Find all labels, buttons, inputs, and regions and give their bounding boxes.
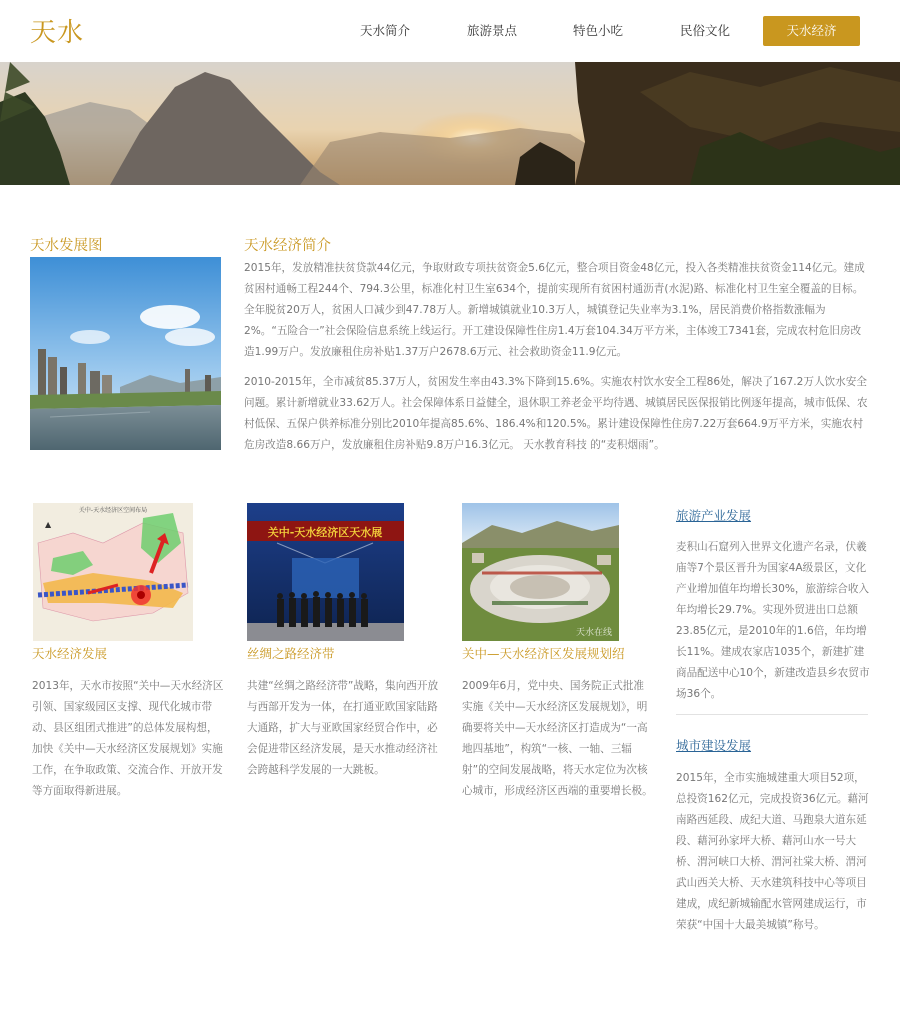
sunset-mountain-image — [0, 62, 900, 185]
card-text-silk-road: 共建“丝绸之路经济带”战略，集向西开放与西部开发为一体，在打通亚欧国家陆路大通路，扩大与亚欧国家经贸合作中，必会促进带区经济发展，是天水推动经济社会跨越科学发展的一大跳板。 — [247, 680, 439, 776]
city-river-photo — [30, 257, 221, 450]
plaza-aerial-photo — [462, 503, 619, 641]
map-title: 关中-天水经济区空间布局 — [78, 507, 148, 514]
svg-text:▲: ▲ — [45, 520, 52, 529]
hero-banner — [0, 62, 900, 185]
nav-item-scenic-spots[interactable]: 旅游景点 — [466, 23, 517, 38]
sidebar-text-tourism-development: 麦积山石窟列入世界文化遗产名录，伏羲庙等7个景区晋升为国家4A级景区，文化产业增加值年均增长30%，旅游综合收入年均增长29.7%。实现外贸进出口总额23.85亿元，是2010年的1.6倍，年均增长11%。建成农家店1035个，新建扩建商品配送中心10个，新建改造县乡农贸市场36个。 — [676, 541, 870, 700]
nav-item-folk-culture[interactable]: 民俗文化 — [679, 23, 730, 38]
expo-banner-text: 关中-天水经济区天水展 — [267, 526, 383, 539]
sidebar-text-urban-construction: 2015年，全市实施城建重大项目52项，总投资162亿元，完成投资36亿元。藉河南路西延段、成纪大道、马跑泉大道东延段、藉河孙家坪大桥、藉河山水一号大桥、渭河峡口大桥、渭河社棠大桥、渭河武山西关大桥、天水建筑科技中心等项目建成，成纪新城输配水管网建成运行，市荣获“中国十大最美城镇”称号。 — [676, 772, 869, 931]
economic-zone-map-image — [33, 503, 193, 641]
economy-intro-title: 天水经济简介 — [244, 238, 331, 254]
card-title-silk-road[interactable]: 丝绸之路经济带 — [247, 646, 335, 661]
development-image-title: 天水发展图 — [30, 238, 103, 254]
sidebar-link-tourism-development[interactable]: 旅游产业发展 — [676, 508, 752, 523]
economy-intro-paragraph-2: 2010-2015年，全市减贫85.37万人，贫困发生率由43.3%下降到15.6%。实施农村饮水安全工程86处，解决了167.2万人饮水安全问题。累计新增就业33.62万人。社会保障体系日益健全，退休职工养老金平均待遇、城镇居民医保报销比例逐年提高，城市低保、农村低保、五保户供养标准分别比2010年提高85.6%、186.4%和120.5%。累计建设保障性住房7.22万套664.9万平方米，实施农村危房改造8.66万户，发放廉租住房补贴9.8万户16.3亿元。 天水教育科技 的“麦积烟雨”。 — [244, 376, 868, 451]
nav-item-snacks[interactable]: 特色小吃 — [572, 23, 623, 38]
sidebar-link-urban-construction[interactable]: 城市建设发展 — [676, 738, 752, 753]
sidebar-divider — [676, 714, 868, 715]
main-nav — [330, 16, 860, 46]
card-title-economic-development[interactable]: 天水经济发展 — [32, 646, 108, 661]
photo-watermark: 天水在线 — [575, 628, 612, 638]
card-text-development-plan: 2009年6月，党中央、国务院正式批准实施《关中—天水经济区发展规划》，明确要将关中—天水经济区打造成为“一高地四基地”，构筑“一核、一轴、三辐射”的空间发展战略，将天水定位为次核心城市，形成经济区西端的重要增长极。 — [462, 680, 653, 797]
card-title-development-plan[interactable]: 关中—天水经济区发展规划绍 — [462, 646, 625, 661]
site-header — [0, 0, 900, 62]
economy-intro-paragraph-1: 2015年，发放精准扶贫贷款44亿元，争取财政专项扶贫资金5.6亿元，整合项目资金48亿元，投入各类精准扶贫资金114亿元。建成贫困村通畅工程244个、794.3公里，标准化村卫生室634个，提前实现所有贫困村通沥青(水泥)路、标准化村卫生室全覆盖的目标。全年脱贫20万人，贫困人口减少到47.78万人。新增城镇就业10.3万人，城镇登记失业率为3.1%，居民消费价格指数涨幅为2%。“五险合一”社会保险信息系统上线运行。开工建设保障性住房1.4万套104.34万平方米，主体竣工7341套，完成农村危旧房改造1.99万户。发放廉租住房补贴1.37万户2678.6万元、社会救助资金11.9亿元。 — [244, 262, 865, 358]
site-logo[interactable]: 天水 — [30, 18, 85, 48]
silk-road-expo-photo — [247, 503, 404, 641]
nav-item-economy[interactable]: 天水经济 — [763, 16, 860, 46]
card-text-economic-development: 2013年，天水市按照“关中—天水经济区引领、国家级园区支撑、现代化城市带动、县区组团式推进”的总体发展构想，加快《关中—天水经济区发展规划》实施工作，在争取政策、交流合作、开放开发等方面取得新进展。 — [32, 680, 224, 797]
nav-item-intro[interactable]: 天水简介 — [359, 23, 410, 38]
